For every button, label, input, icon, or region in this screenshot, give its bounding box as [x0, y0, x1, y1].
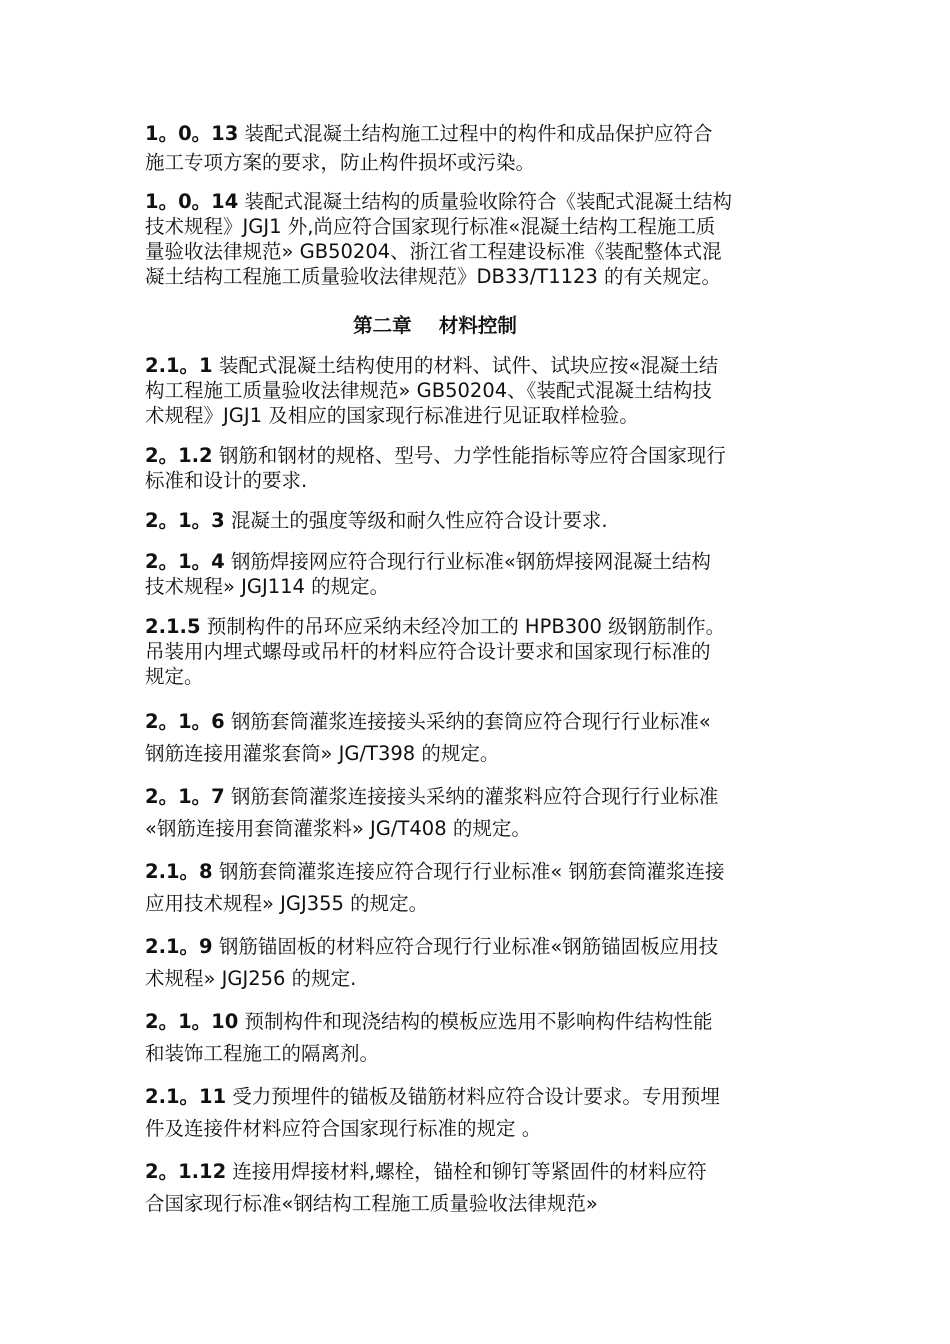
clause-number: 2.1。1	[145, 354, 213, 377]
clause-number: 2。1.12	[145, 1160, 227, 1183]
clause-text: 装配式混凝土结构使用的材料、试件、试块应按«混凝土结 构工程施工质量验收法律规范» GB50204、《装配式混凝土结构技 术规程》JGJ1 及相应的国家现行标准进行见证取样检验。	[145, 354, 719, 427]
clause-number: 1。0。13	[145, 122, 239, 145]
clause-2-1-2	[145, 443, 815, 493]
clause-text: 受力预埋件的锚板及锚筋材料应符合设计要求。专用预埋 件及连接件材料应符合国家现行标准的规定 。	[145, 1085, 720, 1140]
clause-text: 钢筋锚固板的材料应符合现行行业标准«钢筋锚固板应用技 术规程» JGJ256 的规定.	[145, 935, 719, 990]
clause-2-1-4	[145, 549, 815, 599]
clause-number: 2。1。10	[145, 1010, 239, 1033]
clause-number: 2.1。8	[145, 860, 213, 883]
clause-number: 2。1。6	[145, 710, 225, 733]
clause-text: 连接用焊接材料,螺栓，锚栓和铆钉等紧固件的材料应符 合国家现行标准«钢结构工程施工质量验收法律规范»	[145, 1160, 707, 1215]
clause-number: 2。1.2	[145, 444, 213, 467]
clause-number: 1。0。14	[145, 190, 239, 213]
clause-2-1-1	[145, 353, 815, 428]
clause-2-1-6	[145, 706, 815, 770]
clause-number: 2。1。7	[145, 785, 225, 808]
clause-1-0-14	[145, 189, 815, 289]
clause-2-1-12	[145, 1156, 815, 1220]
clause-text: 钢筋套筒灌浆连接接头采纳的套筒应符合现行行业标准« 钢筋连接用灌浆套筒» JG/T398 的规定。	[145, 710, 711, 765]
clause-2-1-5	[145, 614, 815, 689]
clause-1-0-13	[145, 119, 815, 177]
chapter-title: 第二章 材料控制	[353, 314, 517, 337]
clause-number: 2.1。11	[145, 1085, 227, 1108]
clause-text: 钢筋套筒灌浆连接应符合现行行业标准« 钢筋套筒灌浆连接 应用技术规程» JGJ355 的规定。	[145, 860, 725, 915]
clause-text: 混凝土的强度等级和耐久性应符合设计要求.	[224, 509, 608, 532]
clause-text: 预制构件和现浇结构的模板应选用不影响构件结构性能 和装饰工程施工的隔离剂。	[145, 1010, 713, 1065]
clause-text: 装配式混凝土结构施工过程中的构件和成品保护应符合 施工专项方案的要求，防止构件损坏或污染。	[145, 122, 713, 174]
clause-2-1-3	[145, 508, 815, 533]
clause-text: 装配式混凝土结构的质量验收除符合《装配式混凝土结构 技术规程》JGJ1 外,尚应符合国家现行标准«混凝土结构工程施工质 量验收法律规范» GB50204、浙江省工程建设标准《装配整体式混 凝土结构工程施工质量验收法律规范》DB33/T1123 的有关规定。	[145, 190, 732, 288]
clause-2-1-8	[145, 856, 815, 920]
clause-number: 2.1.5	[145, 615, 201, 638]
clause-2-1-9	[145, 931, 815, 995]
clause-2-1-7	[145, 781, 815, 845]
clause-text: 预制构件的吊环应采纳未经冷加工的 HPB300 级钢筋制作。 吊装用内埋式螺母或吊杆的材料应符合设计要求和国家现行标准的 规定。	[145, 615, 726, 688]
clause-number: 2。1。3	[145, 509, 225, 532]
clause-number: 2.1。9	[145, 935, 213, 958]
clause-text: 钢筋和钢材的规格、型号、力学性能指标等应符合国家现行 标准和设计的要求.	[145, 444, 726, 492]
clause-text: 钢筋焊接网应符合现行行业标准«钢筋焊接网混凝土结构 技术规程» JGJ114 的规定。	[145, 550, 711, 598]
clause-2-1-11	[145, 1081, 815, 1145]
clause-number: 2。1。4	[145, 550, 225, 573]
clause-text: 钢筋套筒灌浆连接接头采纳的灌浆料应符合现行行业标准 «钢筋连接用套筒灌浆料» JG/T408 的规定。	[145, 785, 719, 840]
clause-2-1-10	[145, 1006, 815, 1070]
